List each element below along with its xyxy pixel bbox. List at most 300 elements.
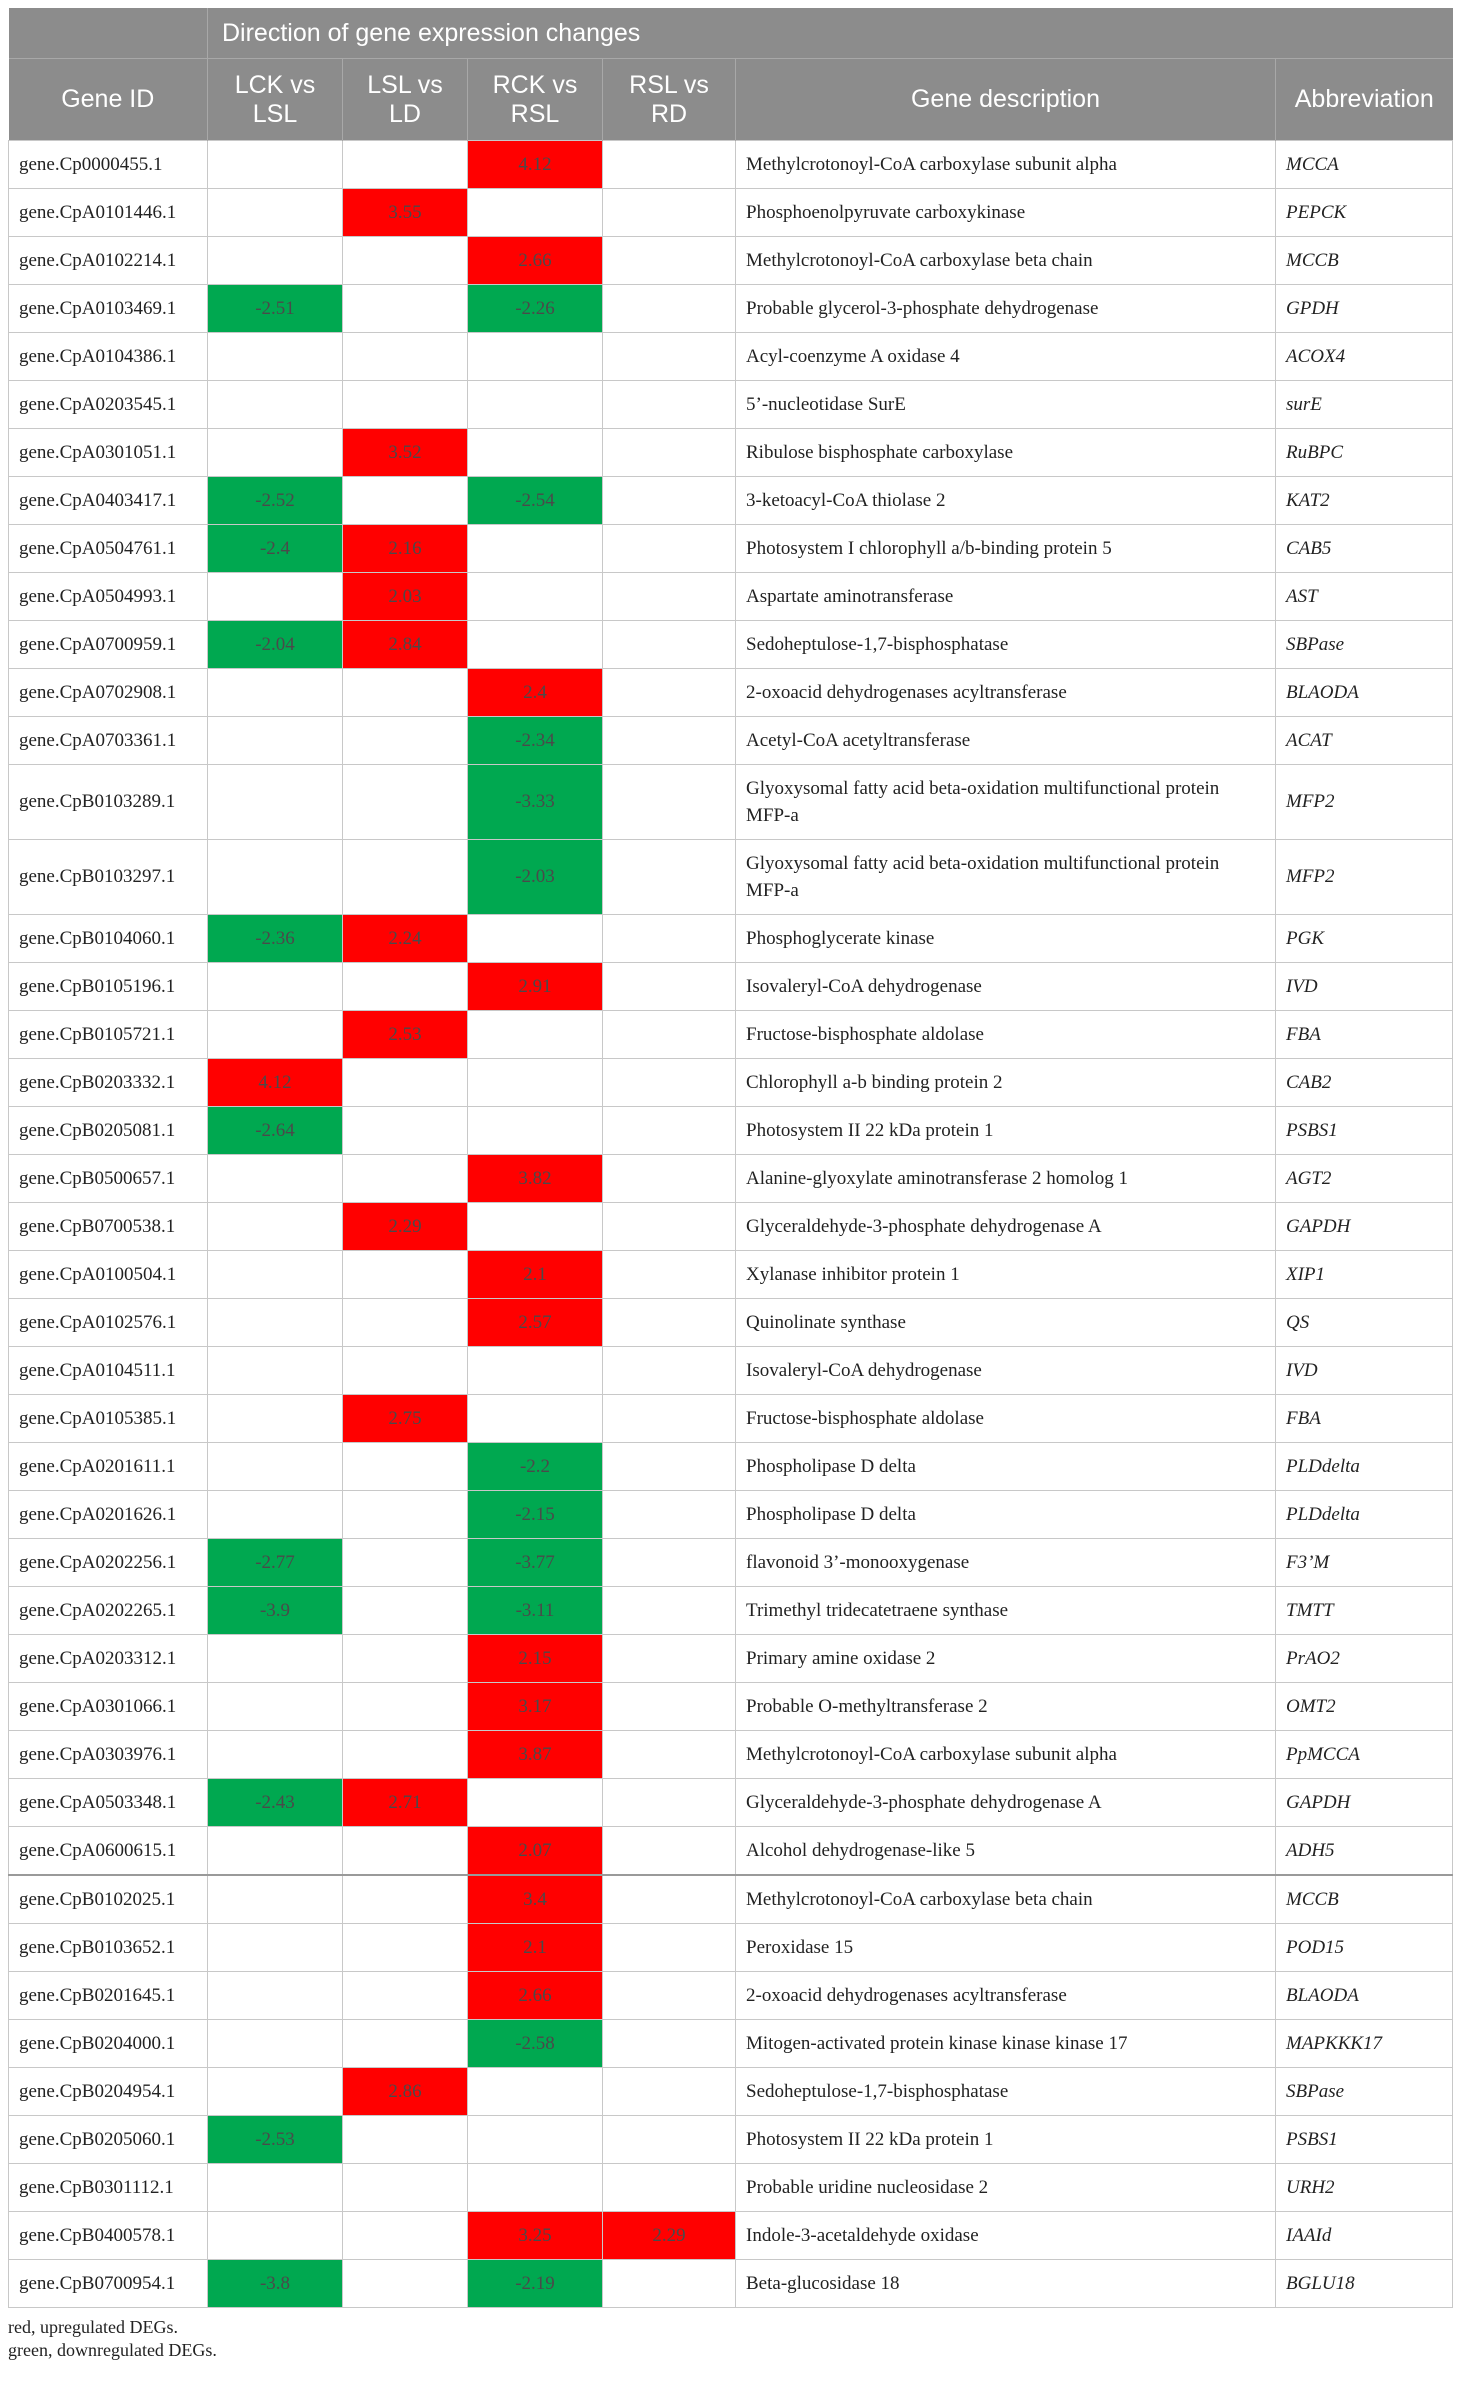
abbreviation-cell: PSBS1 — [1276, 1107, 1453, 1155]
gene-id-cell: gene.CpA0700959.1 — [9, 621, 208, 669]
fold-change-cell — [343, 1443, 468, 1491]
gene-description-cell: Phospholipase D delta — [736, 1443, 1276, 1491]
fold-change-cell — [343, 141, 468, 189]
fold-change-cell — [603, 1539, 736, 1587]
gene-id-cell: gene.CpB0105721.1 — [9, 1011, 208, 1059]
header-blank — [736, 8, 1276, 59]
gene-id-cell: gene.CpA0301066.1 — [9, 1683, 208, 1731]
table-row — [9, 2260, 1453, 2308]
fold-change-cell — [208, 1491, 343, 1539]
table-row — [9, 237, 1453, 285]
abbreviation-cell: IVD — [1276, 963, 1453, 1011]
gene-id-cell: gene.CpB0203332.1 — [9, 1059, 208, 1107]
fold-change-cell: -3.77 — [468, 1539, 603, 1587]
fold-change-cell: 2.1 — [468, 1251, 603, 1299]
table-row — [9, 381, 1453, 429]
table-row — [9, 525, 1453, 573]
fold-change-cell — [603, 1587, 736, 1635]
table-row — [9, 840, 1453, 915]
fold-change-cell: -2.52 — [208, 477, 343, 525]
fold-change-cell: -2.53 — [208, 2116, 343, 2164]
gene-description-cell: Methylcrotonoyl-CoA carboxylase subunit alpha — [736, 1731, 1276, 1779]
abbreviation-cell: AGT2 — [1276, 1155, 1453, 1203]
table-row — [9, 1972, 1453, 2020]
gene-id-cell: gene.CpA0303976.1 — [9, 1731, 208, 1779]
fold-change-cell — [343, 2116, 468, 2164]
gene-description-cell: Quinolinate synthase — [736, 1299, 1276, 1347]
fold-change-cell — [603, 2020, 736, 2068]
header-blank — [9, 8, 208, 59]
gene-id-cell: gene.CpB0500657.1 — [9, 1155, 208, 1203]
table-row — [9, 915, 1453, 963]
gene-description-cell: Phospholipase D delta — [736, 1491, 1276, 1539]
abbreviation-cell: BLAODA — [1276, 669, 1453, 717]
gene-description-cell: Xylanase inhibitor protein 1 — [736, 1251, 1276, 1299]
table-footnotes — [8, 2316, 1452, 2362]
table-row — [9, 765, 1453, 840]
table-row — [9, 1779, 1453, 1827]
table-row — [9, 2164, 1453, 2212]
gene-id-cell: gene.CpA0702908.1 — [9, 669, 208, 717]
table-row — [9, 1011, 1453, 1059]
gene-id-cell: gene.CpA0102576.1 — [9, 1299, 208, 1347]
fold-change-cell — [603, 285, 736, 333]
fold-change-cell — [343, 2212, 468, 2260]
table-row — [9, 1683, 1453, 1731]
gene-description-cell: Phosphoenolpyruvate carboxykinase — [736, 189, 1276, 237]
fold-change-cell: -2.51 — [208, 285, 343, 333]
gene-description-cell: Mitogen-activated protein kinase kinase kinase 17 — [736, 2020, 1276, 2068]
fold-change-cell — [343, 2260, 468, 2308]
fold-change-cell — [343, 1107, 468, 1155]
fold-change-cell — [603, 1924, 736, 1972]
table-container — [8, 8, 1452, 2362]
fold-change-cell — [343, 1491, 468, 1539]
fold-change-cell: 4.12 — [468, 141, 603, 189]
fold-change-cell — [343, 840, 468, 915]
fold-change-cell — [208, 1683, 343, 1731]
fold-change-cell — [208, 1251, 343, 1299]
fold-change-cell — [208, 1299, 343, 1347]
gene-description-cell: Aspartate aminotransferase — [736, 573, 1276, 621]
table-row — [9, 141, 1453, 189]
gene-id-cell: gene.CpA0201626.1 — [9, 1491, 208, 1539]
gene-description-cell: Primary amine oxidase 2 — [736, 1635, 1276, 1683]
fold-change-cell — [343, 477, 468, 525]
fold-change-cell: -2.34 — [468, 717, 603, 765]
fold-change-cell: 2.29 — [603, 2212, 736, 2260]
gene-id-cell: gene.CpA0104511.1 — [9, 1347, 208, 1395]
gene-description-cell: Glyceraldehyde-3-phosphate dehydrogenase A — [736, 1203, 1276, 1251]
gene-id-cell: gene.CpA0102214.1 — [9, 237, 208, 285]
gene-id-cell: gene.CpA0100504.1 — [9, 1251, 208, 1299]
abbreviation-cell: GAPDH — [1276, 1779, 1453, 1827]
fold-change-cell — [208, 2020, 343, 2068]
fold-change-cell — [468, 573, 603, 621]
fold-change-cell — [603, 1972, 736, 2020]
gene-description-cell: Peroxidase 15 — [736, 1924, 1276, 1972]
fold-change-cell: 2.66 — [468, 237, 603, 285]
table-row — [9, 189, 1453, 237]
fold-change-cell: -2.4 — [208, 525, 343, 573]
header-gene-id: Gene ID — [9, 59, 208, 141]
fold-change-cell — [343, 237, 468, 285]
fold-change-cell — [343, 669, 468, 717]
table-row — [9, 1347, 1453, 1395]
fold-change-cell: -3.33 — [468, 765, 603, 840]
abbreviation-cell: AST — [1276, 573, 1453, 621]
fold-change-cell — [468, 915, 603, 963]
gene-description-cell: Probable uridine nucleosidase 2 — [736, 2164, 1276, 2212]
abbreviation-cell: MFP2 — [1276, 765, 1453, 840]
fold-change-cell — [603, 525, 736, 573]
fold-change-cell — [343, 1827, 468, 1876]
abbreviation-cell: MCCB — [1276, 1875, 1453, 1924]
fold-change-cell — [603, 1443, 736, 1491]
table-row — [9, 573, 1453, 621]
abbreviation-cell: PLDdelta — [1276, 1443, 1453, 1491]
gene-description-cell: 5’-nucleotidase SurE — [736, 381, 1276, 429]
gene-id-cell: gene.CpA0403417.1 — [9, 477, 208, 525]
gene-id-cell: gene.CpA0600615.1 — [9, 1827, 208, 1876]
fold-change-cell — [343, 1635, 468, 1683]
abbreviation-cell: BLAODA — [1276, 1972, 1453, 2020]
header-rsl-vs-rd: RSL vs RD — [603, 59, 736, 141]
header-rck-vs-rsl: RCK vs RSL — [468, 59, 603, 141]
abbreviation-cell: XIP1 — [1276, 1251, 1453, 1299]
gene-description-cell: Phosphoglycerate kinase — [736, 915, 1276, 963]
fold-change-cell — [343, 1587, 468, 1635]
fold-change-cell — [343, 717, 468, 765]
fold-change-cell — [603, 429, 736, 477]
fold-change-cell: 2.57 — [468, 1299, 603, 1347]
fold-change-cell — [208, 573, 343, 621]
fold-change-cell — [343, 1972, 468, 2020]
abbreviation-cell: OMT2 — [1276, 1683, 1453, 1731]
table-row — [9, 1299, 1453, 1347]
fold-change-cell — [343, 1731, 468, 1779]
gene-id-cell: gene.CpB0400578.1 — [9, 2212, 208, 2260]
gene-description-cell: 2-oxoacid dehydrogenases acyltransferase — [736, 669, 1276, 717]
fold-change-cell — [603, 1059, 736, 1107]
fold-change-cell — [208, 333, 343, 381]
fold-change-cell — [208, 1203, 343, 1251]
fold-change-cell — [343, 1683, 468, 1731]
abbreviation-cell: BGLU18 — [1276, 2260, 1453, 2308]
fold-change-cell — [468, 621, 603, 669]
gene-description-cell: Chlorophyll a-b binding protein 2 — [736, 1059, 1276, 1107]
fold-change-cell — [603, 717, 736, 765]
table-row — [9, 963, 1453, 1011]
fold-change-cell — [208, 1395, 343, 1443]
fold-change-cell — [343, 1347, 468, 1395]
fold-change-cell: 2.15 — [468, 1635, 603, 1683]
fold-change-cell: -2.26 — [468, 285, 603, 333]
fold-change-cell: 2.53 — [343, 1011, 468, 1059]
fold-change-cell — [603, 381, 736, 429]
fold-change-cell — [208, 1011, 343, 1059]
fold-change-cell — [468, 1059, 603, 1107]
gene-id-cell: gene.CpA0203312.1 — [9, 1635, 208, 1683]
fold-change-cell — [208, 840, 343, 915]
fold-change-cell — [208, 381, 343, 429]
table-row — [9, 1395, 1453, 1443]
fold-change-cell — [468, 1395, 603, 1443]
gene-id-cell: gene.CpB0104060.1 — [9, 915, 208, 963]
fold-change-cell: 4.12 — [208, 1059, 343, 1107]
gene-id-cell: gene.CpA0101446.1 — [9, 189, 208, 237]
fold-change-cell — [468, 2068, 603, 2116]
fold-change-cell — [603, 963, 736, 1011]
fold-change-cell — [208, 1155, 343, 1203]
fold-change-cell — [603, 2260, 736, 2308]
fold-change-cell — [343, 765, 468, 840]
gene-expression-table — [8, 8, 1453, 2308]
fold-change-cell — [208, 1347, 343, 1395]
table-row — [9, 477, 1453, 525]
fold-change-cell: -2.43 — [208, 1779, 343, 1827]
abbreviation-cell: QS — [1276, 1299, 1453, 1347]
abbreviation-cell: GPDH — [1276, 285, 1453, 333]
fold-change-cell — [603, 477, 736, 525]
table-row — [9, 1539, 1453, 1587]
gene-description-cell: 2-oxoacid dehydrogenases acyltransferase — [736, 1972, 1276, 2020]
gene-id-cell: gene.CpB0700954.1 — [9, 2260, 208, 2308]
abbreviation-cell: KAT2 — [1276, 477, 1453, 525]
gene-description-cell: Glyoxysomal fatty acid beta-oxidation multifunctional protein MFP-a — [736, 840, 1276, 915]
table-row — [9, 1924, 1453, 1972]
fold-change-cell: -2.03 — [468, 840, 603, 915]
fold-change-cell — [343, 1539, 468, 1587]
table-row — [9, 621, 1453, 669]
fold-change-cell — [208, 1875, 343, 1924]
abbreviation-cell: ACOX4 — [1276, 333, 1453, 381]
abbreviation-cell: MCCB — [1276, 237, 1453, 285]
fold-change-cell: 2.03 — [343, 573, 468, 621]
fold-change-cell: -2.36 — [208, 915, 343, 963]
abbreviation-cell: FBA — [1276, 1395, 1453, 1443]
fold-change-cell: 3.55 — [343, 189, 468, 237]
gene-id-cell: gene.Cp0000455.1 — [9, 141, 208, 189]
fold-change-cell: 3.52 — [343, 429, 468, 477]
abbreviation-cell: GAPDH — [1276, 1203, 1453, 1251]
table-row — [9, 1251, 1453, 1299]
fold-change-cell: -3.9 — [208, 1587, 343, 1635]
fold-change-cell: 2.75 — [343, 1395, 468, 1443]
fold-change-cell — [208, 237, 343, 285]
gene-id-cell: gene.CpB0103652.1 — [9, 1924, 208, 1972]
fold-change-cell — [343, 963, 468, 1011]
fold-change-cell — [468, 2164, 603, 2212]
fold-change-cell — [603, 1395, 736, 1443]
gene-id-cell: gene.CpA0103469.1 — [9, 285, 208, 333]
fold-change-cell — [343, 1059, 468, 1107]
gene-description-cell: Fructose-bisphosphate aldolase — [736, 1011, 1276, 1059]
fold-change-cell — [468, 1203, 603, 1251]
fold-change-cell — [208, 189, 343, 237]
fold-change-cell: -2.04 — [208, 621, 343, 669]
abbreviation-cell: PLDdelta — [1276, 1491, 1453, 1539]
header-lck-vs-lsl: LCK vs LSL — [208, 59, 343, 141]
gene-description-cell: Glyoxysomal fatty acid beta-oxidation multifunctional protein MFP-a — [736, 765, 1276, 840]
fold-change-cell: -3.8 — [208, 2260, 343, 2308]
fold-change-cell — [468, 333, 603, 381]
fold-change-cell — [603, 1827, 736, 1876]
fold-change-cell — [208, 963, 343, 1011]
table-row — [9, 285, 1453, 333]
fold-change-cell — [343, 1251, 468, 1299]
fold-change-cell: -2.54 — [468, 477, 603, 525]
table-row — [9, 1203, 1453, 1251]
table-body — [9, 141, 1453, 2308]
gene-id-cell: gene.CpA0504761.1 — [9, 525, 208, 573]
abbreviation-cell: MFP2 — [1276, 840, 1453, 915]
fold-change-cell — [468, 525, 603, 573]
gene-description-cell: Acetyl-CoA acetyltransferase — [736, 717, 1276, 765]
gene-id-cell: gene.CpA0104386.1 — [9, 333, 208, 381]
fold-change-cell — [603, 2164, 736, 2212]
fold-change-cell — [208, 2212, 343, 2260]
fold-change-cell: -3.11 — [468, 1587, 603, 1635]
fold-change-cell — [208, 1972, 343, 2020]
fold-change-cell — [343, 1155, 468, 1203]
fold-change-cell — [208, 2164, 343, 2212]
abbreviation-cell: F3’M — [1276, 1539, 1453, 1587]
table-row — [9, 1587, 1453, 1635]
fold-change-cell — [343, 285, 468, 333]
gene-description-cell: Methylcrotonoyl-CoA carboxylase beta chain — [736, 237, 1276, 285]
fold-change-cell: 3.17 — [468, 1683, 603, 1731]
gene-description-cell: Probable O-methyltransferase 2 — [736, 1683, 1276, 1731]
abbreviation-cell: MAPKKK17 — [1276, 2020, 1453, 2068]
fold-change-cell: -2.77 — [208, 1539, 343, 1587]
fold-change-cell: 2.07 — [468, 1827, 603, 1876]
gene-id-cell: gene.CpB0105196.1 — [9, 963, 208, 1011]
gene-description-cell: Methylcrotonoyl-CoA carboxylase beta chain — [736, 1875, 1276, 1924]
abbreviation-cell: SBPase — [1276, 2068, 1453, 2116]
gene-id-cell: gene.CpB0201645.1 — [9, 1972, 208, 2020]
fold-change-cell: 2.91 — [468, 963, 603, 1011]
table-row — [9, 669, 1453, 717]
abbreviation-cell: IVD — [1276, 1347, 1453, 1395]
fold-change-cell — [603, 1635, 736, 1683]
fold-change-cell — [603, 189, 736, 237]
gene-description-cell: Isovaleryl-CoA dehydrogenase — [736, 1347, 1276, 1395]
fold-change-cell: -2.58 — [468, 2020, 603, 2068]
fold-change-cell: 2.24 — [343, 915, 468, 963]
fold-change-cell: 3.25 — [468, 2212, 603, 2260]
abbreviation-cell: TMTT — [1276, 1587, 1453, 1635]
fold-change-cell: -2.64 — [208, 1107, 343, 1155]
fold-change-cell — [208, 1635, 343, 1683]
gene-id-cell: gene.CpA0105385.1 — [9, 1395, 208, 1443]
header-abbreviation: Abbreviation — [1276, 59, 1453, 141]
fold-change-cell — [603, 1731, 736, 1779]
fold-change-cell — [603, 1107, 736, 1155]
fold-change-cell — [343, 1924, 468, 1972]
header-gene-description: Gene description — [736, 59, 1276, 141]
gene-id-cell: gene.CpB0102025.1 — [9, 1875, 208, 1924]
gene-id-cell: gene.CpA0202265.1 — [9, 1587, 208, 1635]
gene-description-cell: Photosystem I chlorophyll a/b-binding protein 5 — [736, 525, 1276, 573]
fold-change-cell — [343, 1875, 468, 1924]
fold-change-cell: 2.66 — [468, 1972, 603, 2020]
fold-change-cell: -2.19 — [468, 2260, 603, 2308]
fold-change-cell: 2.4 — [468, 669, 603, 717]
fold-change-cell — [603, 1155, 736, 1203]
gene-description-cell: Indole-3-acetaldehyde oxidase — [736, 2212, 1276, 2260]
fold-change-cell — [208, 429, 343, 477]
fold-change-cell — [208, 1731, 343, 1779]
fold-change-cell — [208, 1827, 343, 1876]
gene-id-cell: gene.CpA0301051.1 — [9, 429, 208, 477]
fold-change-cell — [603, 141, 736, 189]
gene-id-cell: gene.CpB0205081.1 — [9, 1107, 208, 1155]
table-row — [9, 2020, 1453, 2068]
fold-change-cell: 3.82 — [468, 1155, 603, 1203]
table-row — [9, 1443, 1453, 1491]
table-row — [9, 1731, 1453, 1779]
abbreviation-cell: FBA — [1276, 1011, 1453, 1059]
fold-change-cell — [603, 915, 736, 963]
gene-id-cell: gene.CpA0202256.1 — [9, 1539, 208, 1587]
table-row — [9, 1155, 1453, 1203]
fold-change-cell: 3.4 — [468, 1875, 603, 1924]
fold-change-cell — [603, 765, 736, 840]
abbreviation-cell: ACAT — [1276, 717, 1453, 765]
gene-id-cell: gene.CpA0203545.1 — [9, 381, 208, 429]
gene-id-cell: gene.CpB0301112.1 — [9, 2164, 208, 2212]
fold-change-cell: 2.71 — [343, 1779, 468, 1827]
abbreviation-cell: PpMCCA — [1276, 1731, 1453, 1779]
gene-id-cell: gene.CpB0700538.1 — [9, 1203, 208, 1251]
table-row — [9, 1635, 1453, 1683]
fold-change-cell — [468, 189, 603, 237]
gene-id-cell: gene.CpB0204000.1 — [9, 2020, 208, 2068]
fold-change-cell — [208, 669, 343, 717]
abbreviation-cell: PSBS1 — [1276, 2116, 1453, 2164]
fold-change-cell: 2.1 — [468, 1924, 603, 1972]
fold-change-cell — [208, 717, 343, 765]
fold-change-cell — [603, 1203, 736, 1251]
gene-description-cell: Sedoheptulose-1,7-bisphosphatase — [736, 2068, 1276, 2116]
fold-change-cell — [208, 765, 343, 840]
footnote-red: red, upregulated DEGs. — [8, 2317, 178, 2337]
gene-description-cell: Glyceraldehyde-3-phosphate dehydrogenase A — [736, 1779, 1276, 1827]
fold-change-cell — [603, 1779, 736, 1827]
fold-change-cell — [603, 669, 736, 717]
fold-change-cell — [208, 1443, 343, 1491]
gene-description-cell: Trimethyl tridecatetraene synthase — [736, 1587, 1276, 1635]
fold-change-cell — [343, 333, 468, 381]
fold-change-cell — [208, 141, 343, 189]
fold-change-cell — [603, 1491, 736, 1539]
fold-change-cell — [468, 1011, 603, 1059]
fold-change-cell: 2.86 — [343, 2068, 468, 2116]
abbreviation-cell: PEPCK — [1276, 189, 1453, 237]
gene-description-cell: Photosystem II 22 kDa protein 1 — [736, 2116, 1276, 2164]
fold-change-cell — [208, 1924, 343, 1972]
gene-id-cell: gene.CpA0703361.1 — [9, 717, 208, 765]
gene-description-cell: 3-ketoacyl-CoA thiolase 2 — [736, 477, 1276, 525]
fold-change-cell — [208, 2068, 343, 2116]
fold-change-cell: -2.15 — [468, 1491, 603, 1539]
gene-description-cell: Fructose-bisphosphate aldolase — [736, 1395, 1276, 1443]
gene-id-cell: gene.CpB0103297.1 — [9, 840, 208, 915]
gene-id-cell: gene.CpA0201611.1 — [9, 1443, 208, 1491]
abbreviation-cell: IAAId — [1276, 2212, 1453, 2260]
abbreviation-cell: MCCA — [1276, 141, 1453, 189]
